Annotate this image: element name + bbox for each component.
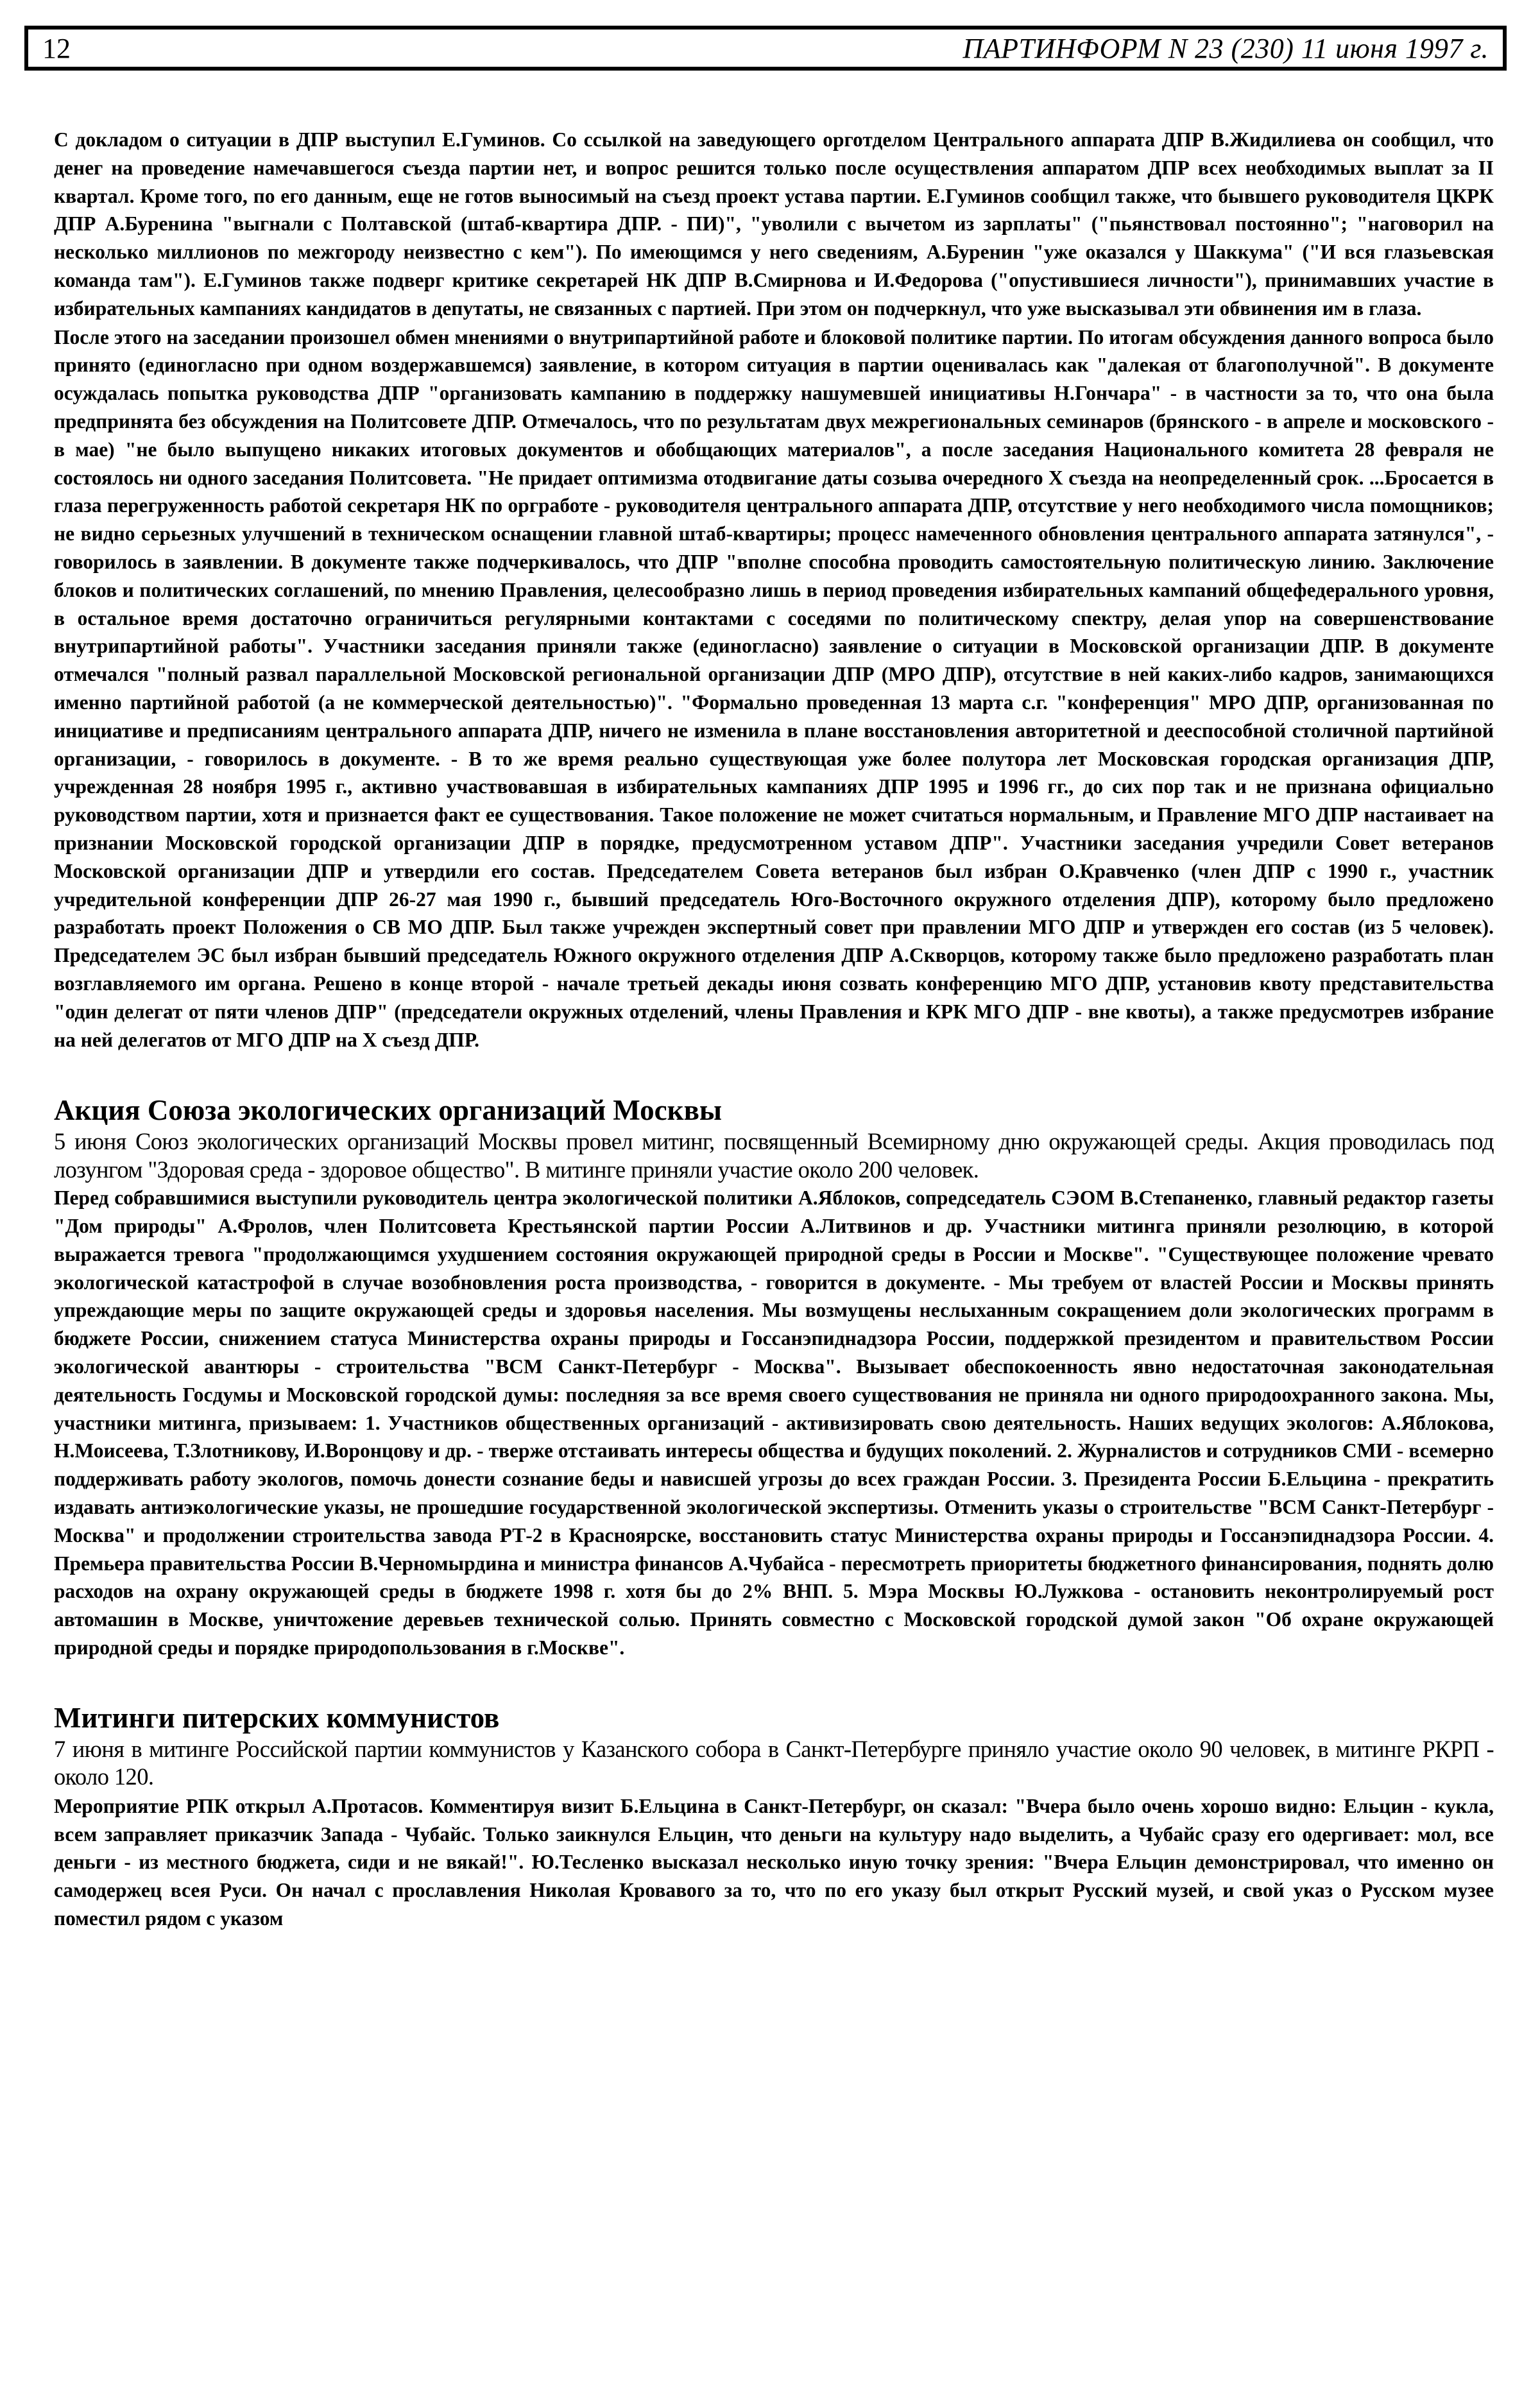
article-paragraph-2: После этого на заседании произошел обмен мнениями о внутрипартийной работе и блоковой политике партии. По итогам обсуждения данного вопроса было принято (единогласно при одном воздержавшемся) заявление, в котором ситуация в партии оценивалась как "далекая от благополучной". В документе осуждалась попытка руководства ДПР "организовать кампанию в поддержку нашумевшей инициативы Н.Гончара" - в частности за то, что она была предпринята без обсуждения на Политсовете ДПР. Отмечалось, что по результатам двух межрегиональных семинаров (брянского - в апреле и московского - в мае) "не было выпущено никаких итоговых документов и обобщающих материалов", а после заседания Национального комитета 28 февраля не состоялось ни одного заседания Политсовета. "Не придает оптимизма отодвигание даты созыва очередного X съезда на неопределенный срок. ...Бросается в глаза перегруженность работой секретаря НК по оргработе - руководителя центрального аппарата ДПР, отсутствие у него необходимого числа помощников; не видно серьезных улучшений в техническом оснащении главной штаб-квартиры; процесс намеченного обновления центрального аппарата затянулся", - говорилось в заявлении. В документе также подчеркивалось, что ДПР "вполне способна проводить самостоятельную политическую линию. Заключение блоков и политических соглашений, по мнению Правления, целесообразно лишь в период проведения избирательных кампаний общефедерального уровня, в остальное время достаточно ограничиться регулярными контактами с соседями по политическому спектру, делая упор на совершенствование внутрипартийной работы". Участники заседания приняли также (единогласно) заявление о ситуации в Московской организации ДПР. В документе отмечался "полный развал параллельной Московской региональной организации ДПР (МРО ДПР), отсутствие в ней каких-либо кадров, занимающихся именно партийной работой (а не коммерческой деятельностью)". "Формально проведенная 13 марта с.г. "конференция" МРО ДПР, организованная по инициативе и предписаниям центрального аппарата ДПР, ничего не изменила в плане восстановления авторитетной и дееспособной столичной партийной организации, - говорилось в документе. - В то же время реально существующая уже более полутора лет Московская городская организация ДПР, учрежденная 28 ноября 1995 г., активно участвовавшая в избирательных кампаниях ДПР 1995 и 1996 гг., до сих пор так и не признана официально руководством партии, хотя и признается факт ее существования. Такое положение не может считаться нормальным, и Правление МГО ДПР настаивает на признании Московской городской организации ДПР в порядке, предусмотренном уставом ДПР". Участники заседания учредили Совет ветеранов Московской организации ДПР и утвердили его состав. Председателем Совета ветеранов был избран О.Кравченко (член ДПР с 1990 г., участник учредительной конференции ДПР 26-27 мая 1990 г., бывший председатель Юго-Восточного окружного отделения ДПР), которому было предложено разработать проект Положения о СВ МО ДПР. Был также учрежден экспертный совет при правлении МГО ДПР и утвержден его состав (из 5 человек). Председателем ЭС был избран бывший председатель Южного окружного отделения ДПР А.Скворцов, которому также было предложено разработать план возглавляемого им органа. Решено в конце второй - начале третьей декады июня созвать конференцию МГО ДПР, установив квоту представительства "один делегат от пяти членов ДПР" (председатели окружных отделений, члены Правления и КРК МГО ДПР - вне квоты), а также предусмотрев избрание на ней делегатов от МГО ДПР на X съезд ДПР. — [54, 325, 1494, 1051]
section-heading-communists: Митинги питерских коммунистов — [54, 1701, 500, 1734]
page-number: 12 — [42, 33, 71, 64]
article-paragraph-1: С докладом о ситуации в ДПР выступил Е.Гуминов. Со ссылкой на заведующего орготделом Центрального аппарата ДПР В.Жидилиева он сообщил, что денег на проведение намечавшегося съезда партии нет, и вопрос решится только после осуществления аппаратом ДПР всех необходимых выплат за II квартал. Кроме того, по его данным, еще не готов выносимый на съезд проект устава партии. Е.Гуминов сообщил также, что бывшего руководителя ЦКРК ДПР А.Буренина "выгнали с Полтавской (штаб-квартира ДПР. - ПИ)", "уволили с вычетом из зарплаты" ("пьянствовал постоянно"; "наговорил на несколько миллионов по межгороду неизвестно с кем"). По имеющимся у него сведениям, А.Буренин "уже оказался у Шаккума" ("И вся глазьевская команда там"). Е.Гуминов также подверг критике секретарей НК ДПР В.Смирнова и И.Федорова ("опустившиеся личности"), принимавших участие в избирательных кампаниях кандидатов в депутаты, не связанных с партией. При этом он подчеркнул, что уже высказывал эти обвинения им в глаза. — [54, 128, 1494, 320]
section-body-communists: Мероприятие РПК открыл А.Протасов. Комментируя визит Б.Ельцина в Санкт-Петербург, он сказал: "Вчера было очень хорошо видно: Ельцин - кукла, всем заправляет приказчик Запада - Чубайс. Только заикнулся Ельцин, что деньги на культуру надо выделить, а Чубайс сразу его одергивает: мол, все деньги - из местного бюджета, сиди и не вякай!". Ю.Тесленко высказал несколько иную точку зрения: "Вчера Ельцин демонстрировал, что именно он самодержец всея Руси. Он начал с прославления Николая Кровавого за то, что по его указу был открыт Русский музей, и свой указ о Русском музее поместил рядом с указом — [54, 1794, 1494, 1930]
section-heading-ecology: Акция Союза экологических организаций Москвы — [54, 1094, 723, 1127]
page-header — [24, 26, 1507, 71]
issue-line: ПАРТИНФОРМ N 23 (230) 11 июня 1997 г. — [963, 33, 1489, 64]
page-content — [54, 126, 1494, 1933]
section-lead-ecology: 5 июня Союз экологических организаций Москвы провел митинг, посвященный Всемирному дню окружающей среды. Акция проводилась под лозунгом "Здоровая среда - здоровое общество". В митинге приняли участие около 200 человек. — [54, 1128, 1494, 1183]
section-lead-communists: 7 июня в митинге Российской партии коммунистов у Казанского собора в Санкт-Петербурге приняло участие около 90 человек, в митинге РКРП - около 120. — [54, 1735, 1494, 1790]
section-body-ecology: Перед собравшимися выступили руководитель центра экологической политики А.Яблоков, сопредседатель СЭОМ В.Степаненко, главный редактор газеты "Дом природы" А.Фролов, член Политсовета Крестьянской партии России А.Литвинов и др. Участники митинга приняли резолюцию, в которой выражается тревога "продолжающимся ухудшением состояния окружающей природной среды в России и Москве". "Существующее положение чревато экологической катастрофой в случае возобновления роста производства, - говорится в документе. - Мы требуем от властей России и Москвы принять упреждающие меры по защите окружающей среды и здоровья населения. Мы возмущены неслыханным сокращением доли экологических программ в бюджете России, снижением статуса Министерства охраны природы и Госсанэпиднадзора России, поддержкой президентом и правительством России экологической авантюры - строительства "ВСМ Санкт-Петербург - Москва". Вызывает обеспокоенность явно недостаточная законодательная деятельность Госдумы и Московской городской думы: последняя за все время своего существования не приняла ни одного природоохранного закона. Мы, участники митинга, призываем: 1. Участников общественных организаций - активизировать свою деятельность. Наших ведущих экологов: А.Яблокова, Н.Моисеева, Т.Злотникову, И.Воронцову и др. - тверже отстаивать интересы общества и будущих поколений. 2. Журналистов и сотрудников СМИ - всемерно поддерживать работу экологов, помочь донести сознание беды и нависшей угрозы до всех граждан России. 3. Президента России Б.Ельцина - прекратить издавать антиэкологические указы, не прошедшие государственной экологической экспертизы. Отменить указы о строительстве "ВСМ Санкт-Петербург - Москва" и продолжении строительства завода РТ-2 в Красноярске, восстановить статус Министерства охраны природы и Госсанэпиднадзора России. 4. Премьера правительства России В.Черномырдина и министра финансов А.Чубайса - пересмотреть приоритеты бюджетного финансирования, поднять долю расходов на охрану окружающей среды в бюджете 1998 г. хотя бы до 2% ВНП. 5. Мэра Москвы Ю.Лужкова - остановить неконтролируемый рост автомашин в Москве, уничтожение деревьев технической солью. Принять совместно с Московской городской думой закон "Об охране окружающей природной среды и порядке природопользования в г.Москве". — [54, 1187, 1494, 1659]
